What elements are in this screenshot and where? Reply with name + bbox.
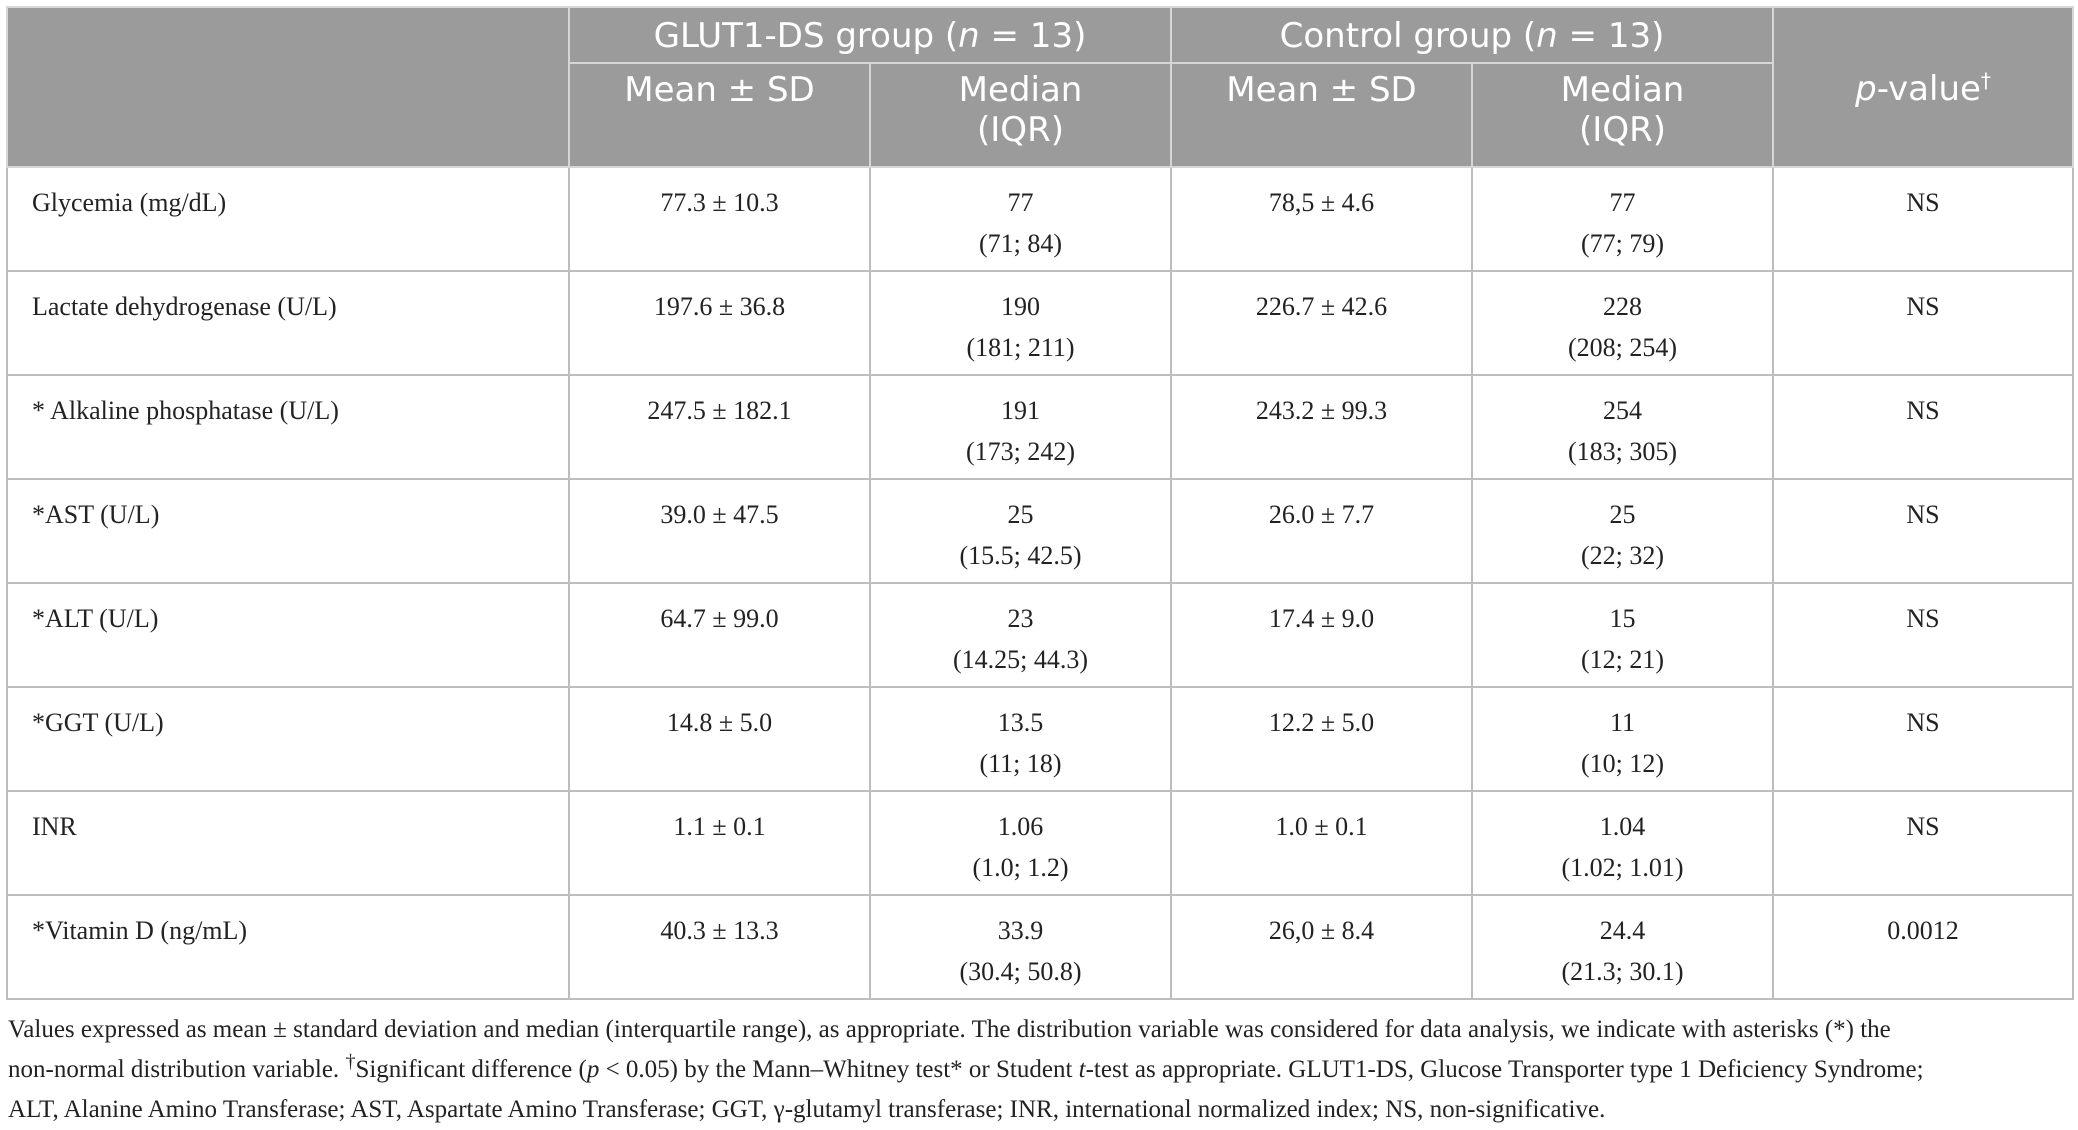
glut1-mean-cell: [569, 687, 870, 791]
cell-c-mean: 1.0 ± 0.1: [1275, 812, 1368, 841]
cell-c-iqr: (10; 12): [1580, 749, 1665, 778]
cell-g-mean: 40.3 ± 13.3: [660, 916, 779, 945]
header-control-text: Control group (: [1279, 16, 1537, 56]
cell-c-median: 77: [1609, 188, 1636, 217]
cell-g-iqr: (1.0; 1.2): [972, 853, 1069, 882]
lab-results-table: [6, 6, 2074, 1000]
row-label: [7, 271, 569, 375]
cell-label: Lactate dehydrogenase (U/L): [32, 292, 337, 321]
table-row: [7, 895, 2073, 999]
header-glut1-tail: = 13): [979, 16, 1087, 56]
cell-g-iqr: (71; 84): [978, 229, 1063, 258]
cell-g-mean: 197.6 ± 36.8: [653, 292, 786, 321]
cell-g-iqr: (30.4; 50.8): [959, 957, 1082, 986]
cell-c-iqr: (1.02; 1.01): [1561, 853, 1684, 882]
pvalue-cell: [1773, 791, 2073, 895]
cell-g-iqr: (11; 18): [979, 749, 1062, 778]
cell-label: *AST (U/L): [32, 500, 160, 529]
glut1-mean-cell: [569, 479, 870, 583]
header-pvalue-p: p: [1855, 69, 1877, 109]
row-label: [7, 687, 569, 791]
cell-p: NS: [1906, 812, 1940, 841]
cell-g-median: 190: [1001, 292, 1040, 321]
cell-g-median: 13.5: [997, 708, 1044, 737]
cell-c-mean: 26.0 ± 7.7: [1268, 500, 1375, 529]
row-label: [7, 479, 569, 583]
cell-c-mean: 226.7 ± 42.6: [1255, 292, 1388, 321]
control-median-cell: [1472, 167, 1773, 271]
cell-g-median: 191: [1001, 396, 1040, 425]
cell-g-mean: 1.1 ± 0.1: [673, 812, 766, 841]
control-mean-cell: [1171, 687, 1472, 791]
cell-c-median: 25: [1609, 500, 1636, 529]
header-control-n: n: [1536, 16, 1558, 56]
cell-g-median: 1.06: [997, 812, 1044, 841]
header-iqr-label-2: (IQR): [1579, 110, 1666, 150]
pvalue-cell: [1773, 583, 2073, 687]
table-row: [7, 271, 2073, 375]
footnote-line-3: ALT, Alanine Amino Transferase; AST, Aspartate Amino Transferase; GGT, γ-glutamyl transferase; INR, international normalized index; NS, non-significative.: [8, 1096, 1606, 1123]
header-median-label-2: Median: [1560, 70, 1685, 110]
control-median-cell: [1472, 479, 1773, 583]
cell-label: *Vitamin D (ng/mL): [32, 916, 248, 945]
row-label: [7, 167, 569, 271]
cell-p: 0.0012: [1887, 916, 1959, 945]
cell-p: NS: [1906, 396, 1940, 425]
footnote-p: p: [586, 1056, 600, 1083]
glut1-mean-cell: [569, 583, 870, 687]
cell-g-mean: 39.0 ± 47.5: [660, 500, 779, 529]
footnote-line-2c: < 0.05) by the Mann–Whitney test* or Student: [599, 1056, 1079, 1083]
footnote-line-2a: non-normal distribution variable.: [8, 1056, 346, 1083]
control-mean-cell: [1171, 167, 1472, 271]
table-container: [6, 6, 2072, 1000]
header-glut1-n: n: [958, 16, 980, 56]
glut1-median-cell: [870, 687, 1171, 791]
cell-g-iqr: (173; 242): [965, 437, 1076, 466]
cell-c-mean: 26,0 ± 8.4: [1268, 916, 1375, 945]
header-pvalue-rest: -value: [1876, 69, 1981, 109]
cell-g-mean: 64.7 ± 99.0: [660, 604, 779, 633]
cell-c-iqr: (21.3; 30.1): [1561, 957, 1684, 986]
cell-c-iqr: (183; 305): [1567, 437, 1678, 466]
cell-g-mean: 247.5 ± 182.1: [647, 396, 792, 425]
glut1-mean-cell: [569, 271, 870, 375]
glut1-mean-cell: [569, 167, 870, 271]
glut1-median-cell: [870, 167, 1171, 271]
cell-label: * Alkaline phosphatase (U/L): [32, 396, 339, 425]
glut1-median-cell: [870, 375, 1171, 479]
row-label: [7, 583, 569, 687]
cell-c-mean: 243.2 ± 99.3: [1255, 396, 1388, 425]
glut1-median-cell: [870, 895, 1171, 999]
cell-g-median: 23: [1007, 604, 1034, 633]
control-mean-cell: [1171, 791, 1472, 895]
control-mean-cell: [1171, 375, 1472, 479]
footnote-line-2b: Significant difference (: [355, 1056, 587, 1083]
control-median-cell: [1472, 271, 1773, 375]
cell-label: Glycemia (mg/dL): [32, 188, 227, 217]
control-median-cell: [1472, 895, 1773, 999]
table-footnote: [8, 1010, 2070, 1130]
cell-c-iqr: (77; 79): [1580, 229, 1665, 258]
pvalue-cell: [1773, 687, 2073, 791]
header-blank-cell: [7, 7, 569, 63]
cell-g-mean: 14.8 ± 5.0: [666, 708, 773, 737]
header-blank-cell-right: [1773, 7, 2073, 63]
header-glut1-group: [569, 7, 1171, 63]
header-pvalue-dagger: †: [1980, 68, 1991, 93]
row-label: [7, 791, 569, 895]
footnote-line-2: [8, 1050, 2070, 1090]
footnote-line-2d: -test as appropriate. GLUT1-DS, Glucose Transporter type 1 Deficiency Syndrome;: [1085, 1056, 1924, 1083]
header-control-median: [1472, 63, 1773, 167]
pvalue-cell: [1773, 895, 2073, 999]
header-iqr-label: (IQR): [977, 110, 1064, 150]
row-label: [7, 895, 569, 999]
cell-g-median: 77: [1007, 188, 1034, 217]
cell-c-median: 11: [1609, 708, 1636, 737]
cell-p: NS: [1906, 708, 1940, 737]
header-glut1-mean: Mean ± SD: [569, 63, 870, 167]
header-control-group: [1171, 7, 1773, 63]
header-pvalue: [1773, 63, 2073, 167]
header-row-stats: [7, 63, 2073, 167]
cell-c-mean: 12.2 ± 5.0: [1268, 708, 1375, 737]
footnote-line-1: Values expressed as mean ± standard deviation and median (interquartile range), as appropriate. The distribution variable was considered for data analysis, we indicate with asterisks (*) the: [8, 1016, 1891, 1043]
cell-label: *GGT (U/L): [32, 708, 164, 737]
cell-label: INR: [32, 812, 77, 841]
row-label: [7, 375, 569, 479]
cell-c-median: 254: [1603, 396, 1642, 425]
cell-c-median: 1.04: [1599, 812, 1646, 841]
table-row: [7, 375, 2073, 479]
cell-c-iqr: (208; 254): [1567, 333, 1678, 362]
control-mean-cell: [1171, 895, 1472, 999]
cell-c-median: 24.4: [1599, 916, 1646, 945]
glut1-mean-cell: [569, 375, 870, 479]
pvalue-cell: [1773, 271, 2073, 375]
header-row-groups: [7, 7, 2073, 63]
cell-g-median: 25: [1007, 500, 1034, 529]
cell-g-iqr: (181; 211): [966, 333, 1075, 362]
header-blank-cell-2: [7, 63, 569, 167]
cell-c-iqr: (12; 21): [1580, 645, 1665, 674]
glut1-median-cell: [870, 479, 1171, 583]
table-row: [7, 791, 2073, 895]
cell-g-iqr: (14.25; 44.3): [952, 645, 1089, 674]
cell-c-mean: 78,5 ± 4.6: [1268, 188, 1375, 217]
glut1-median-cell: [870, 583, 1171, 687]
cell-g-median: 33.9: [997, 916, 1044, 945]
table-row: [7, 583, 2073, 687]
header-control-mean: Mean ± SD: [1171, 63, 1472, 167]
table-row: [7, 687, 2073, 791]
footnote-dagger: †: [345, 1050, 356, 1073]
footnote-t: t: [1078, 1056, 1086, 1083]
control-median-cell: [1472, 791, 1773, 895]
header-glut1-median: [870, 63, 1171, 167]
glut1-median-cell: [870, 791, 1171, 895]
header-control-tail: = 13): [1557, 16, 1665, 56]
cell-c-median: 15: [1609, 604, 1636, 633]
header-glut1-text: GLUT1-DS group (: [653, 16, 959, 56]
cell-g-mean: 77.3 ± 10.3: [660, 188, 779, 217]
control-mean-cell: [1171, 583, 1472, 687]
glut1-mean-cell: [569, 791, 870, 895]
cell-c-median: 228: [1603, 292, 1642, 321]
cell-p: NS: [1906, 188, 1940, 217]
table-header: [7, 7, 2073, 167]
cell-p: NS: [1906, 500, 1940, 529]
control-mean-cell: [1171, 271, 1472, 375]
control-median-cell: [1472, 687, 1773, 791]
header-median-label: Median: [958, 70, 1083, 110]
cell-p: NS: [1906, 292, 1940, 321]
cell-label: *ALT (U/L): [32, 604, 159, 633]
glut1-mean-cell: [569, 895, 870, 999]
pvalue-cell: [1773, 375, 2073, 479]
control-median-cell: [1472, 583, 1773, 687]
control-median-cell: [1472, 375, 1773, 479]
glut1-median-cell: [870, 271, 1171, 375]
cell-g-iqr: (15.5; 42.5): [959, 541, 1082, 570]
table-row: [7, 167, 2073, 271]
table-body: [7, 167, 2073, 999]
cell-c-iqr: (22; 32): [1580, 541, 1665, 570]
table-row: [7, 479, 2073, 583]
cell-c-mean: 17.4 ± 9.0: [1268, 604, 1375, 633]
control-mean-cell: [1171, 479, 1472, 583]
pvalue-cell: [1773, 479, 2073, 583]
cell-p: NS: [1906, 604, 1940, 633]
pvalue-cell: [1773, 167, 2073, 271]
